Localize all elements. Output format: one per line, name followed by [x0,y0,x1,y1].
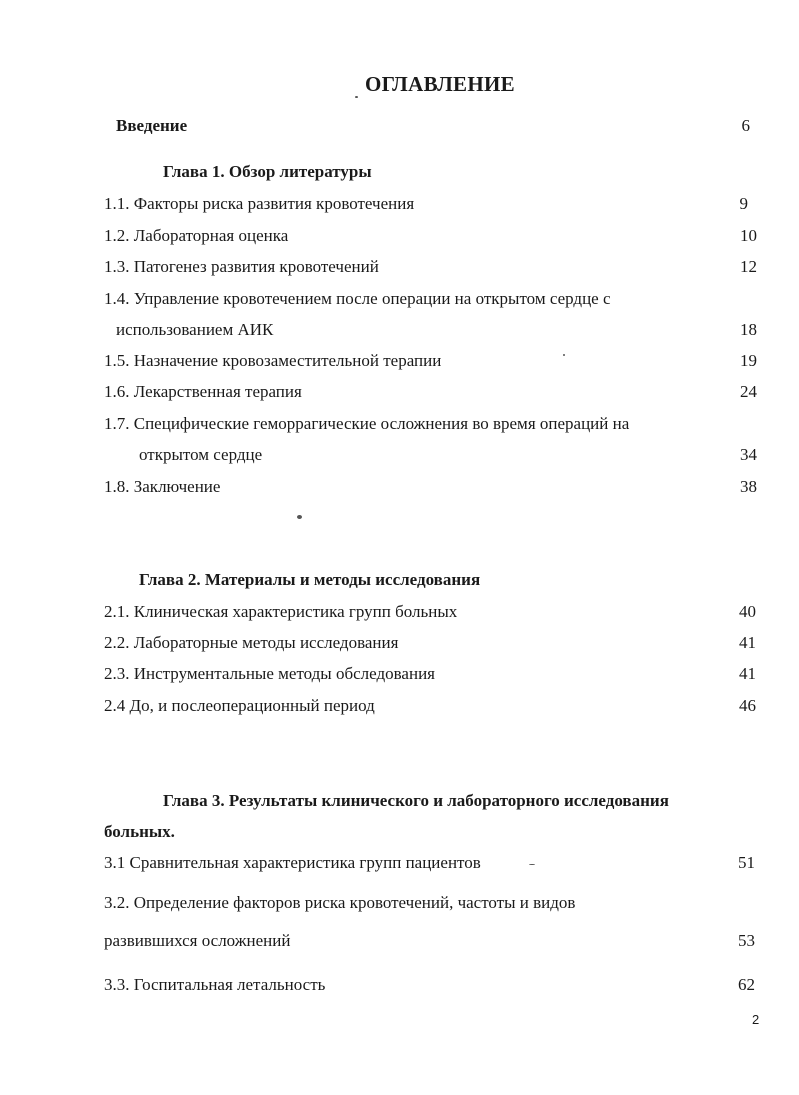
toc-page-1-6: 24 [740,382,757,401]
toc-page-1-3: 12 [740,257,757,276]
chapter2-heading: Глава 2. Материалы и методы исследования [139,570,481,589]
toc-page-1-2: 10 [740,226,757,245]
scan-speck [355,96,358,98]
toc-entry-2-1: 2.1. Клиническая характеристика групп больных [104,602,458,621]
toc-entry-1-3: 1.3. Патогенез развития кровотечений [104,257,379,276]
toc-page-1-7: 34 [740,445,757,464]
scan-speck [563,354,565,356]
toc-entry-1-6: 1.6. Лекарственная терапия [104,382,302,401]
chapter3-heading: Глава 3. Результаты клинического и лабораторного исследования [163,791,669,810]
toc-entry-3-3: 3.3. Госпитальная летальность [104,975,326,994]
toc-entry-2-2: 2.2. Лабораторные методы исследования [104,633,399,652]
toc-entry-1-4: 1.4. Управление кровотечением после операции на открытом сердце с [104,289,611,308]
toc-entry-3-2-cont: развившихся осложнений [104,931,291,950]
toc-entry-2-4: 2.4 До, и послеоперационный период [104,696,375,715]
toc-page-3-1: 51 [738,853,755,872]
toc-title: ОГЛАВЛЕНИЕ [365,72,515,96]
toc-entry-1-7: 1.7. Специфические геморрагические осложнения во время операций на [104,414,630,433]
toc-entry-1-5: 1.5. Назначение кровозаместительной терапии [104,351,442,370]
toc-page-2-1: 40 [739,602,756,621]
toc-entry-1-2: 1.2. Лабораторная оценка [104,226,289,245]
toc-page-2-3: 41 [739,664,756,683]
toc-page-1-4: 18 [740,320,757,339]
toc-page-1-5: 19 [740,351,757,370]
scan-speck [297,515,302,519]
toc-page-2-2: 41 [739,633,756,652]
toc-entry-2-3: 2.3. Инструментальные методы обследования [104,664,435,683]
chapter3-heading-cont: больных. [104,822,175,841]
toc-entry-3-2: 3.2. Определение факторов риска кровотечений, частоты и видов [104,893,576,912]
toc-entry-1-7-cont: открытом сердце [139,445,263,464]
scan-speck [529,864,535,865]
toc-entry-1-1: 1.1. Факторы риска развития кровотечения [104,194,415,213]
intro-page: 6 [741,116,750,135]
toc-entry-1-8: 1.8. Заключение [104,477,221,496]
toc-page-3-2: 53 [738,931,755,950]
toc-page-2-4: 46 [739,696,756,715]
toc-page-1-8: 38 [740,477,757,496]
toc-page-1-1: 9 [739,194,748,213]
toc-entry-1-4-cont: использованием АИК [116,320,274,339]
toc-entry-3-1: 3.1 Сравнительная характеристика групп пациентов [104,853,481,872]
chapter1-heading: Глава 1. Обзор литературы [163,162,372,181]
toc-page-3-3: 62 [738,975,755,994]
page-number: 2 [752,1012,760,1027]
intro-label: Введение [116,116,188,135]
